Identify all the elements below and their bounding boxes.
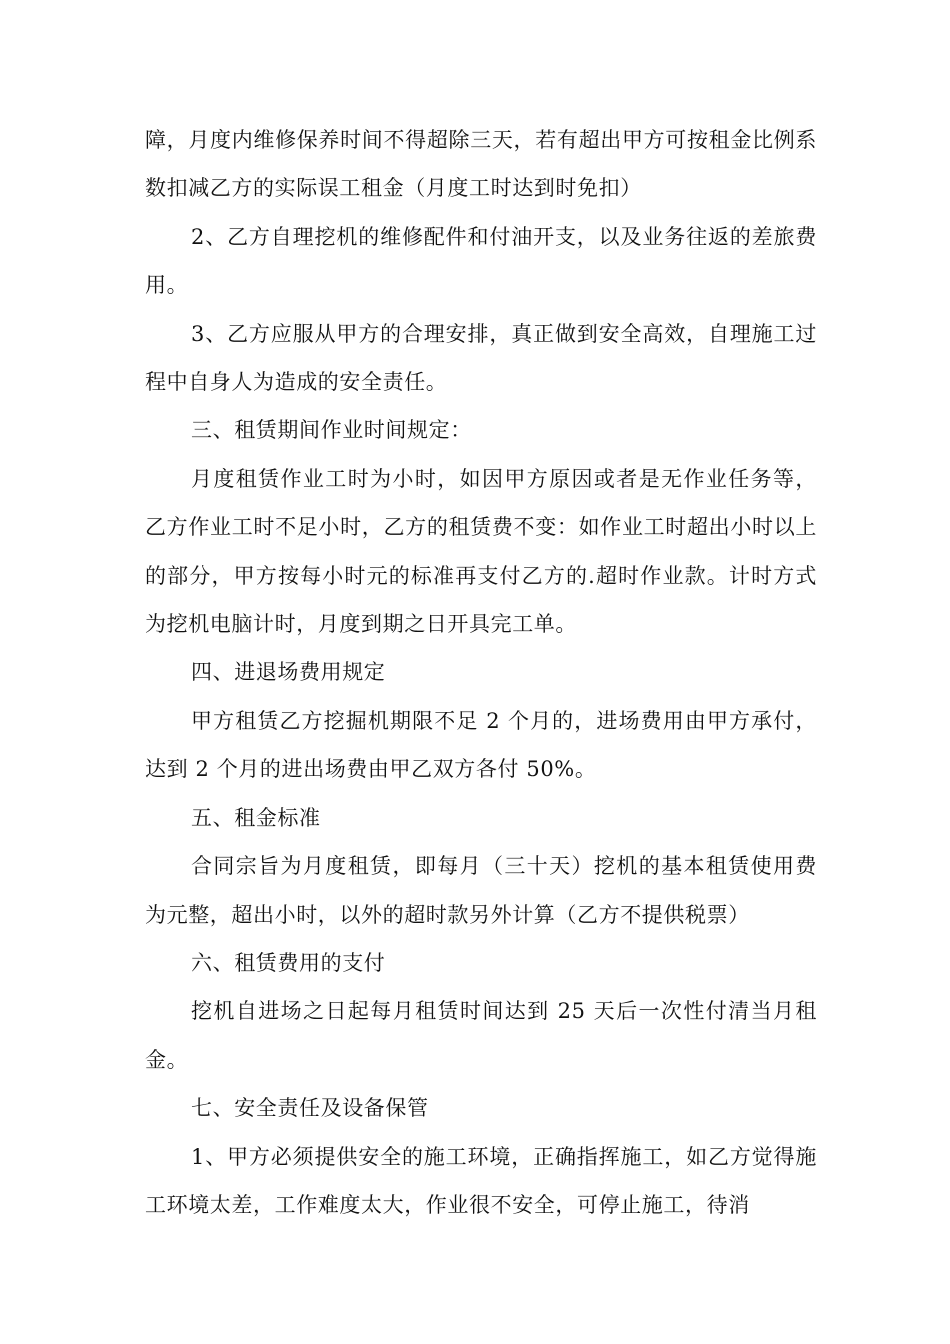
paragraph-payment: 挖机自进场之日起每月租赁时间达到 25 天后一次性付清当月租金。 [145,999,817,1072]
section-heading-4: 四、进退场费用规定 [191,660,386,685]
paragraph-item-3: 3、乙方应服从甲方的合理安排，真正做到安全高效，自理施工过程中自身人为造成的安全责任。 [145,321,817,395]
section-heading-5: 五、租金标准 [191,805,321,830]
paragraph-rent-standard: 合同宗旨为月度租赁，即每月（三十天）挖机的基本租赁使用费为元整，超出小时，以外的超时款另外计算（乙方不提供税票） [145,854,817,927]
paragraph-safety-1: 1、甲方必须提供安全的施工环境，正确指挥施工，如乙方觉得施工环境太差，工作难度太大，作业很不安全，可停止施工，待消 [145,1144,817,1217]
paragraph-continuation: 障，月度内维修保养时间不得超除三天，若有超出甲方可按租金比例系数扣减乙方的实际误工租金（月度工时达到时免扣） [145,128,817,201]
paragraph-site-fees: 甲方租赁乙方挖掘机期限不足 2 个月的，进场费用由甲方承付，达到 2 个月的进出场费由甲乙双方各付 50%。 [145,708,817,782]
section-heading-6: 六、租赁费用的支付 [191,950,386,975]
section-heading-3: 三、租赁期间作业时间规定： [191,418,472,443]
paragraph-work-hours: 月度租赁作业工时为小时，如因甲方原因或者是无作业任务等，乙方作业工时不足小时，乙方的租赁费不变：如作业工时超出小时以上的部分，甲方按每小时元的标准再支付乙方的.超时作业款。计时方式为挖机电脑计时，月度到期之日开具完工单。 [145,466,817,637]
paragraph-item-2: 2、乙方自理挖机的维修配件和付油开支，以及业务往返的差旅费用。 [145,224,817,298]
document-body [145,116,817,1229]
section-heading-7: 七、安全责任及设备保管 [191,1096,429,1121]
